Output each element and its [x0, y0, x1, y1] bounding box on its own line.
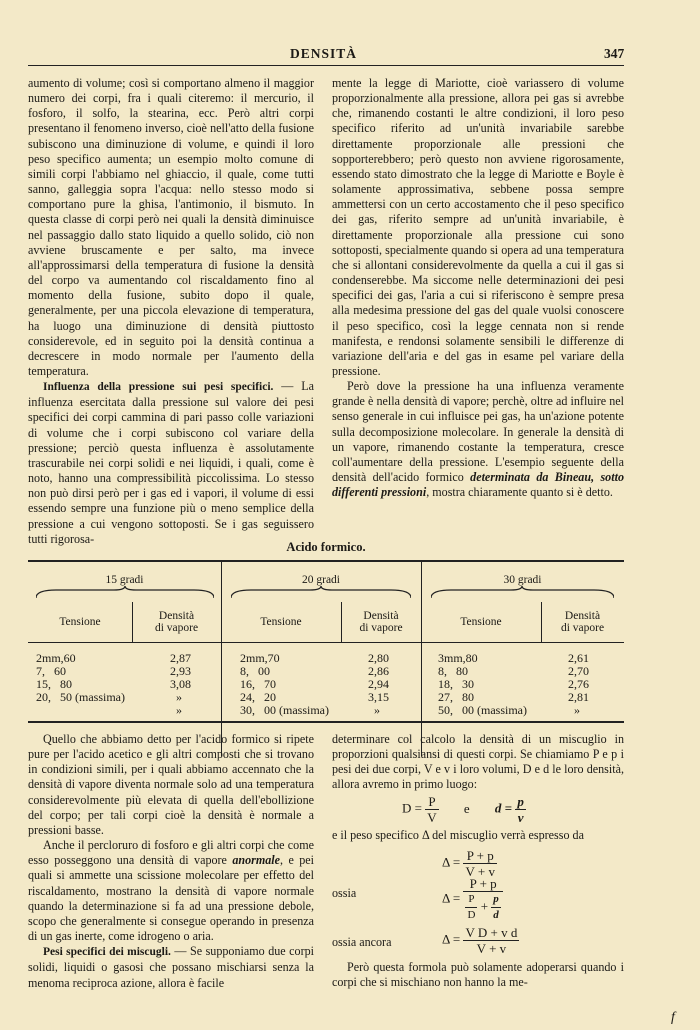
density-30-5: »	[574, 703, 580, 717]
group-brace	[231, 586, 411, 600]
density-15-3: 3,08	[170, 677, 191, 691]
formula-1-fraction	[425, 794, 438, 825]
group-brace	[36, 586, 214, 600]
density-30-2: 2,70	[568, 664, 589, 678]
paragraph-mariotte: mente la legge di Mariotte, cioè variassero di volume proporzionalmente alla pressione, allora pei gas si avrebbe che, rimanendo costanti le altre condizioni, il loro peso specifico riferito ad un'unità invariabile sarebbe direttamente proporzionale alle pressioni che sopporterebbero; però questo non avviene rigorosamente, essendo stato dimostrato che la legge di Mariotte e Boyle è solamente approssimativa, sebbene possa sempre ammettersi con un certo accostamento che il peso specifico dei gas, riferito sempre ad un'unità invariabile, è direttamente proporzionale alla pressione cui sono sottoposti, specialmente quando si opera ad una temperatura che si allontani considerevolmente da quella a cui il gas si condenserebbe. Ma siccome nelle determinazioni dei pesi specifici dei gas, l'aria a cui si riferiscono è sempre presa alla medesima pressione del gas del quale vuolsi conoscere il peso specifico, così la legge cennata non si rende manifesta, e rendonsi solamente sensibili le differenze di variazione dell'aria e del gas in esame pel variare della pressione.	[332, 76, 624, 378]
tension-20-4: 24, 20	[240, 690, 276, 704]
page-number: 347	[604, 46, 625, 61]
col-density-15	[132, 610, 221, 634]
paragraph-vapor-text: Però dove la pressione ha una influenza veramente grande è nella densità di vapore; perchè, oltre ad influire nel senso generale in cui influisce pei gas, ha un'azione potente sulla decomposizione molecolare. In generale la densità di un vapore, rimanendo costante la temperatura, cresce coll'aumentare della pressione. L'esempio seguente della densità dell'acido formico	[332, 379, 624, 485]
formula-1-num: P	[428, 794, 436, 809]
density-20-3: 2,94	[368, 677, 389, 691]
formula-1-den: V	[427, 810, 437, 826]
tension-20-2: 8, 00	[240, 664, 270, 678]
anormale-word: anormale	[232, 853, 281, 868]
col-density-20-line1: Densità	[363, 610, 399, 622]
formula-1b-lhs: d =	[494, 800, 513, 816]
table-divider	[221, 560, 222, 756]
formula-3-den-a-den: D	[465, 907, 477, 923]
paragraph-mixture-calc: determinare col calcolo la densità di un miscuglio in proporzioni qualsiansi di questi corpi. Se chiamiamo P e p i pesi dei due corpi, V e v i loro volumi, D e d le loro densità, allora avremo in primo luogo:	[332, 732, 624, 792]
paragraph-mixtures	[28, 944, 314, 990]
tension-30-4: 27, 80	[438, 690, 474, 704]
col-density-15-line1: Densità	[158, 610, 195, 622]
col-density-20-line2: di vapore	[359, 622, 403, 634]
density-30-4: 2,81	[568, 690, 589, 704]
table-top-rule	[28, 560, 624, 562]
table-title: Acido formico.	[286, 540, 366, 554]
group-label-30: 30 gradi	[503, 574, 542, 586]
tension-15-1: 2mm,60	[36, 651, 76, 665]
ossia-ancora-label: ossia ancora	[332, 935, 392, 949]
formula-3-den-a-num: P	[468, 893, 475, 906]
group-label-15: 15 gradi	[105, 574, 144, 586]
density-20-5: »	[374, 703, 380, 717]
tension-15-4: 20, 50 (massima)	[36, 690, 125, 704]
formula-delta-1	[442, 848, 497, 879]
tension-30-1: 3mm,80	[438, 651, 478, 665]
group-label-20: 20 gradi	[301, 574, 340, 586]
page-header	[0, 0, 700, 60]
formula-1b-num: p	[517, 794, 524, 809]
formula-2-fraction	[463, 848, 497, 879]
bottom-left-column	[28, 732, 314, 991]
paragraph-perchloride	[28, 838, 314, 944]
tension-20-3: 16, 70	[240, 677, 276, 691]
corner-mark: f	[671, 1010, 675, 1025]
formula-3-den-a	[465, 892, 477, 923]
formula-4-den: V + v	[463, 940, 519, 956]
header-rule	[28, 65, 624, 66]
tension-30-2: 8, 80	[438, 664, 468, 678]
paragraph-vapor-end: , mostra chiaramente quanto si è detto.	[426, 485, 613, 500]
formula-2-den: V + v	[465, 864, 495, 880]
col-density-30	[541, 610, 624, 634]
col-density-15-line2: di vapore	[154, 622, 199, 634]
density-30-1: 2,61	[568, 651, 589, 665]
section-heading-pressure: Influenza della pressione sui pesi specifici.	[43, 381, 274, 394]
formula-3-den-b-den: d	[491, 907, 501, 923]
col-tension-15: Tensione	[59, 616, 101, 628]
col-tension-30: Tensione	[460, 616, 502, 628]
formula-1b-fraction	[515, 794, 526, 825]
formula-delta-3	[442, 925, 519, 956]
table-divider	[421, 560, 422, 756]
formula-density-definitions	[402, 794, 526, 825]
perchloride-text-b: , e pei quali si ammette una scissione molecolare per effetto del riscaldamento, mostrano la densità di vapore normale quando la determinazione si fa ad una pressione debole, scopo che generalmente si consegue operando in presenza di un gas inerte, come idrogeno o aria.	[28, 853, 314, 944]
ossia-label: ossia	[332, 886, 357, 900]
formula-1-lhs: D =	[402, 800, 422, 816]
bineau-reference: determinata da Bineau, sotto differenti pressioni	[332, 470, 624, 500]
density-20-4: 3,15	[368, 690, 389, 704]
paragraph-acetic: Quello che abbiamo detto per l'acido formico si ripete pure per l'acido acetico e gli altri composti che si trovano in condizioni simili, per i quali abbiamo accennato che la densità di vapore diventa normale solo ad una temperatura considerevolmente più elevata di quella dell'ebollizione del corpo; per tali corpi cioè la densità è normale a pressioni basse.	[28, 732, 314, 837]
tension-30-3: 18, 30	[438, 677, 474, 691]
tension-20-1: 2mm,70	[240, 651, 280, 665]
formula-3-den-b-num: p	[493, 893, 499, 906]
formula-3-plus: +	[480, 898, 489, 914]
paragraph-vapor-density	[332, 379, 624, 500]
paragraph-formula-limit: Però questa formola può solamente adoperarsi quando i corpi che si mischiano non hanno la me-	[332, 960, 624, 990]
formula-2-lhs: Δ =	[442, 854, 461, 870]
col-tension-20: Tensione	[260, 616, 302, 628]
formula-3-den	[463, 891, 502, 923]
density-15-1: 2,87	[170, 651, 191, 665]
density-30-3: 2,76	[568, 677, 589, 691]
formula-delta-2	[442, 876, 503, 923]
density-15-5: »	[176, 703, 182, 717]
tension-30-5: 50, 00 (massima)	[438, 703, 527, 717]
paragraph-pressure-text: — La influenza esercitata dalla pressione sul valore dei pesi specifici dei corpi cammina di pari passo colle variazioni di volume che i corpi subiscono col variare della pressione; perciò questa influenza è assolutamente trascurabile nei corpi solidi e nei liquidi, i quali, come è noto, hanno una compressibilità piccolissima. Lo stesso non può dirsi però per i gas ed i vapori, il volume di essi essendo sempre una funzione più o meno semplice della pressione a cui vengono sottoposti. Se i gas seguissero tutti rigorosa-	[28, 379, 314, 546]
tension-20-5: 30, 00 (massima)	[240, 703, 329, 717]
paragraph-delta-intro: e il peso specifico Δ del miscuglio verrà espresso da	[332, 828, 584, 842]
formula-3-den-b	[491, 892, 501, 923]
paragraph-pressure-influence	[28, 379, 314, 547]
group-brace	[431, 586, 614, 600]
table-bottom-rule	[28, 721, 624, 723]
formula-1-separator: e	[463, 800, 470, 816]
top-right-column	[332, 76, 624, 500]
perchloride-text-a: Anche il percloruro di fosforo e gli altri corpi che come esso posseggono una densità di vapore	[28, 838, 314, 868]
formula-4-lhs: Δ =	[442, 931, 461, 947]
formula-2-num: P + p	[466, 848, 494, 863]
density-20-2: 2,86	[368, 664, 389, 678]
running-title: DENSITÀ	[290, 46, 358, 61]
table-header-rule	[28, 642, 624, 643]
density-20-1: 2,80	[368, 651, 389, 665]
paragraph-mixtures-text: — Se supponiamo due corpi solidi, liquidi o gasosi che possano mischiarsi senza la menoma reciproca azione, allora è facile	[28, 944, 314, 990]
paragraph-volume: aumento di volume; così si comportano almeno il maggior numero dei corpi, fra i quali citeremo: il mercurio, il fosforo, il solfo, la stearina, ecc. Però altri corpi presentano il fenomeno inverso, cioè nell'atto della fusione subiscono una diminuzione di volume, e quindi il loro peso specifico aumenta; un esempio molto comune di simili corpi l'abbiamo nel ghiaccio, il quale, come tutti sanno, galleggia sopra l'acqua: nello stesso modo si comportano pure la ghisa, l'antimonio, il bismuto. In questa classe di corpi però nei quali la densità diminuisce nel passaggio dallo stato liquido a quello solido, ciò non avviene bruscamente e per salto, ma invece all'approssimarsi della temperatura di fusione la densità del corpo va aumentando col riscaldamento fino al momento della fusione, subito dopo il quale, generalmente, per una piccola elevazione di temperatura, ha luogo una diminuzione di densità piuttosto considerevole, ed in seguito poi la densità continua a decrescere in modo normale per l'aumento della temperatura.	[28, 76, 314, 378]
tension-15-2: 7, 60	[36, 664, 66, 678]
col-density-30-line1: Densità	[564, 610, 601, 622]
formula-1b-den: v	[515, 809, 526, 825]
tension-15-3: 15, 80	[36, 677, 72, 691]
density-15-2: 2,93	[170, 664, 191, 678]
density-15-4: »	[176, 690, 182, 704]
formula-3-num: P + p	[469, 876, 497, 891]
col-density-20	[341, 610, 421, 634]
formula-4-fraction	[463, 925, 519, 956]
top-left-column	[28, 76, 314, 547]
formula-3-fraction	[463, 876, 502, 923]
formula-3-lhs: Δ =	[442, 890, 461, 906]
section-heading-mixtures: Pesi specifici dei miscugli.	[43, 946, 171, 959]
formula-4-num: V D + v d	[465, 925, 518, 940]
col-density-30-line2: di vapore	[560, 622, 605, 634]
